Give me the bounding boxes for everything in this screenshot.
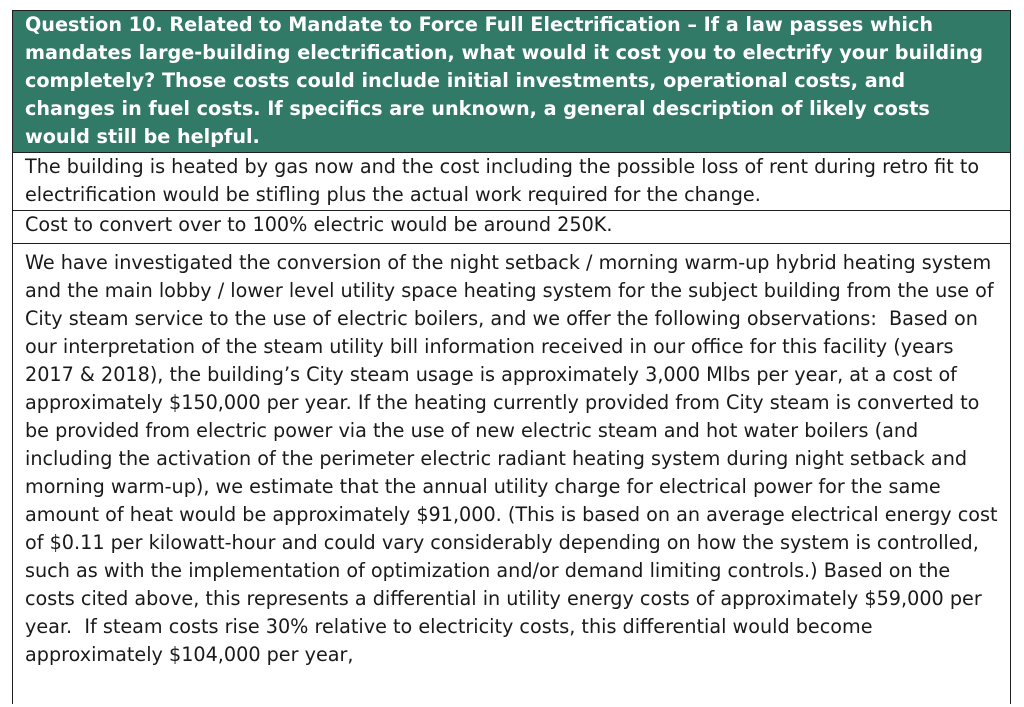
question-table [12,10,1011,704]
question-text: Question 10. Related to Mandate to Force Full Electrification – If a law passes which mandates large-building electrification, what would it cost you to electrify your building completely? Those costs could include initial investments, operational costs, and changes in fuel costs. If specifics are unknown, a general description of likely costs would still be helpful. [25,13,990,148]
answer-text-1: The building is heated by gas now and the cost including the possible loss of rent during retro fit to electrification would be stifling plus the actual work required for the change. [25,155,980,206]
answer-cell-2 [13,211,1011,244]
answer-text-3: We have investigated the conversion of the night setback / morning warm-up hybrid heating system and the main lobby / lower level utility space heating system for the subject building from the use of City steam service to the use of electric boilers, and we offer the following observations: Based on our interpretation of the steam utility bill information received in our office for this facility (years 2017 & 2018), the building’s City steam usage is approximately 3,000 Mlbs per year, at a cost of approximately $150,000 per year. If the heating currently provided from City steam is converted to be provided from electric power via the use of new electric steam and hot water boilers (and including the activation of the perimeter electric radiant heating system during night setback and morning warm-up), we estimate that the annual utility charge for electrical power for the same amount of heat would be approximately $91,000. (This is based on an average electrical energy cost of $0.11 per kilowatt-hour and could vary considerably depending on how the system is controlled, such as with the implementation of optimization and/or demand limiting controls.) Based on the costs cited above, this represents a differential in utility energy costs of approximately $59,000 per year. If steam costs rise 30% relative to electricity costs, this differential would become approximately $104,000 per year, [25,251,1004,666]
answer-row [13,244,1011,704]
question-header-row [13,11,1011,153]
answer-row [13,211,1011,244]
answer-cell-3 [13,244,1011,704]
answer-row [13,153,1011,211]
answer-text-2: Cost to convert over to 100% electric would be around 250K. [25,213,613,236]
question-header-cell [13,11,1011,153]
answer-cell-1 [13,153,1011,211]
